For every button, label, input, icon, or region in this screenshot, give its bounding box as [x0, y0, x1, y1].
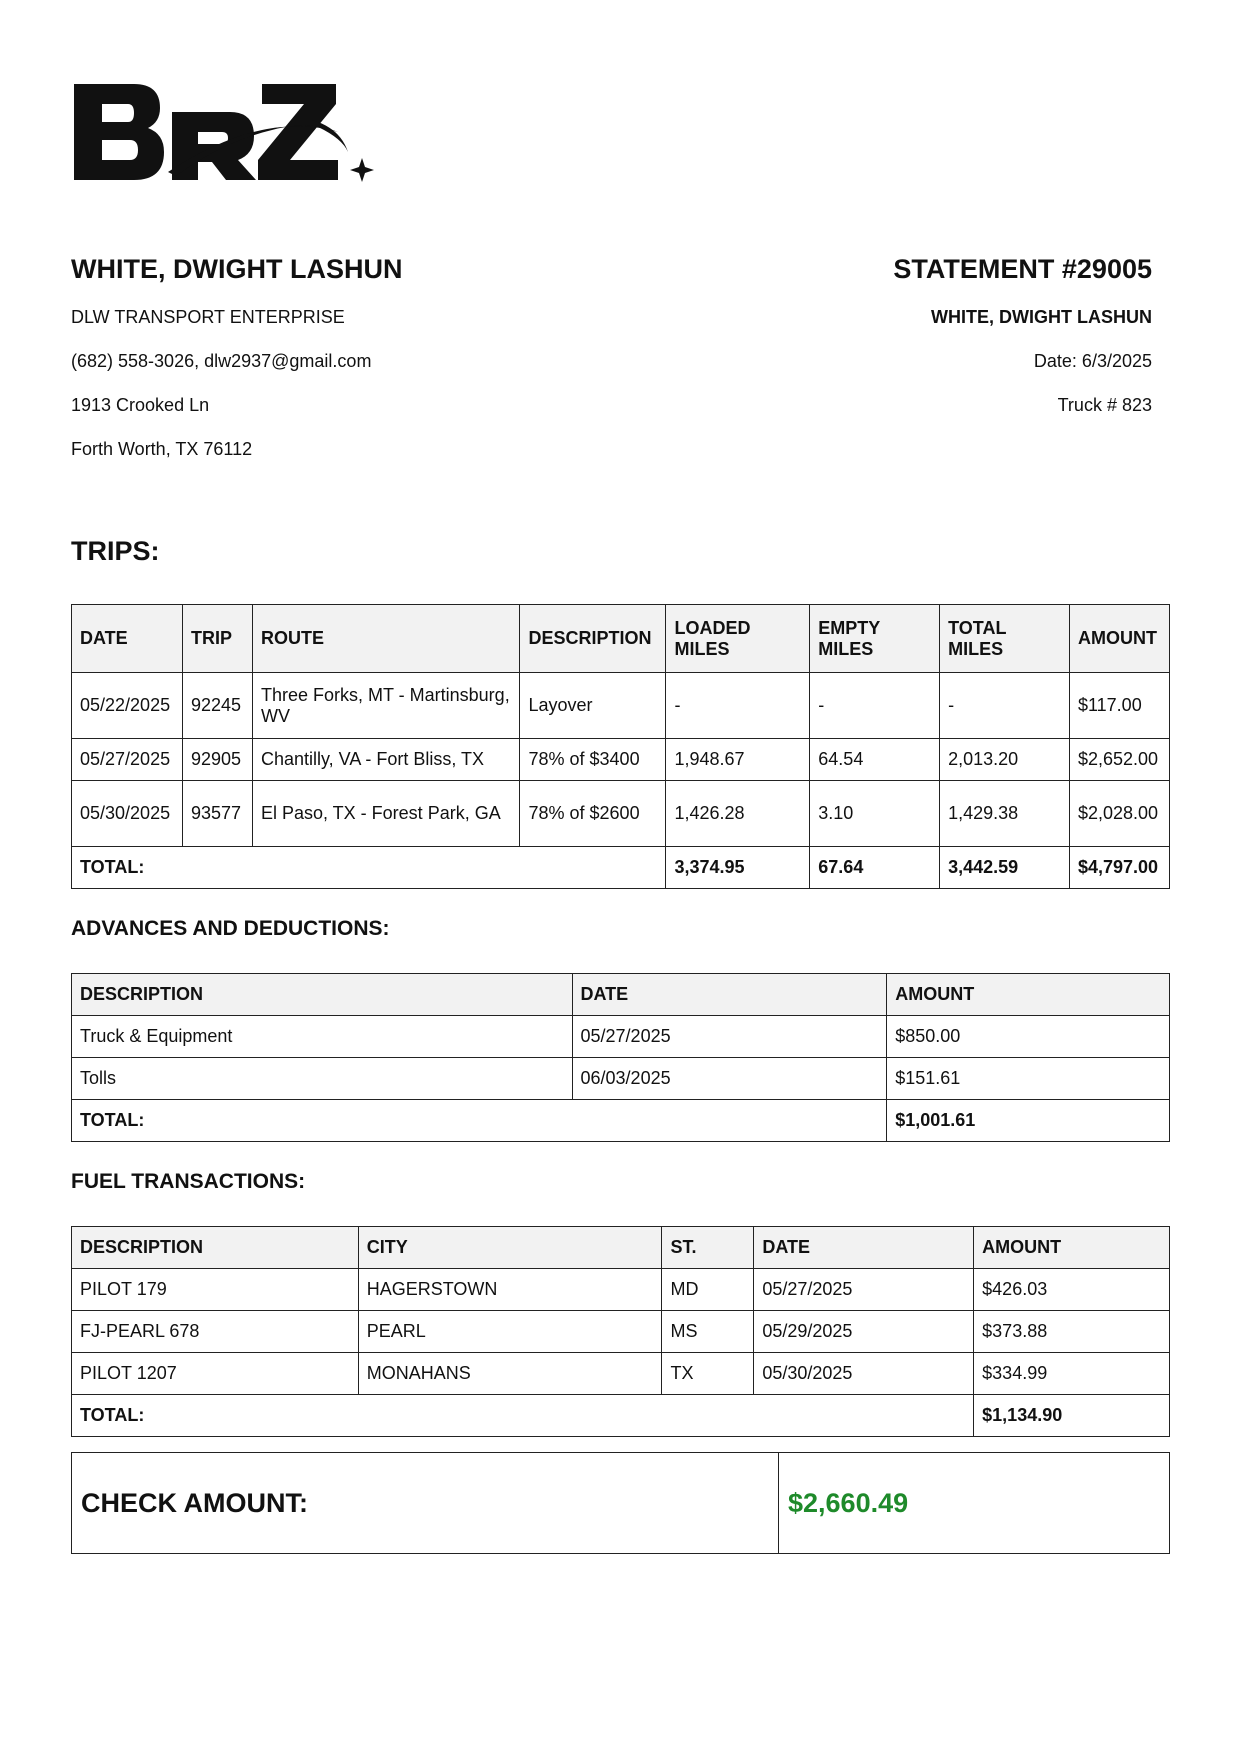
fuel-amount: $334.99 [974, 1353, 1170, 1395]
column-header: DATE [754, 1227, 974, 1269]
total-total-miles: 3,442.59 [940, 847, 1070, 889]
trips-table [71, 604, 1170, 889]
column-header: TRIP [182, 605, 252, 673]
table-row [72, 673, 1170, 739]
deduction-description: Tolls [72, 1058, 573, 1100]
total-label: TOTAL: [72, 1100, 887, 1142]
table-row [72, 1353, 1170, 1395]
trip-date: 05/30/2025 [72, 781, 183, 847]
column-header: ROUTE [252, 605, 520, 673]
driver-company: DLW TRANSPORT ENTERPRISE [71, 307, 345, 327]
trip-amount: $117.00 [1069, 673, 1169, 739]
deductions-table [71, 973, 1170, 1142]
deduction-date: 06/03/2025 [572, 1058, 887, 1100]
column-header: CITY [358, 1227, 662, 1269]
table-row [72, 781, 1170, 847]
fuel-description: FJ-PEARL 678 [72, 1311, 359, 1353]
trip-total-miles: 1,429.38 [940, 781, 1070, 847]
check-amount-value: $2,660.49 [788, 1487, 909, 1518]
fuel-state: TX [662, 1353, 754, 1395]
fuel-amount: $426.03 [974, 1269, 1170, 1311]
column-header: AMOUNT [974, 1227, 1170, 1269]
column-header: DESCRIPTION [520, 605, 666, 673]
trip-loaded-miles: - [666, 673, 810, 739]
total-row [72, 847, 1170, 889]
total-amount: $1,134.90 [974, 1395, 1170, 1437]
total-row [72, 1100, 1170, 1142]
trip-amount: $2,652.00 [1069, 739, 1169, 781]
trip-amount: $2,028.00 [1069, 781, 1169, 847]
table-header-row [72, 605, 1170, 673]
trip-loaded-miles: 1,948.67 [666, 739, 810, 781]
trip-loaded-miles: 1,426.28 [666, 781, 810, 847]
column-header: ST. [662, 1227, 754, 1269]
trip-total-miles: - [940, 673, 1070, 739]
fuel-date: 05/27/2025 [754, 1269, 974, 1311]
trips-title: TRIPS: [71, 536, 160, 566]
total-label: TOTAL: [72, 1395, 974, 1437]
deduction-date: 05/27/2025 [572, 1016, 887, 1058]
statement-date: Date: 6/3/2025 [1033, 351, 1152, 371]
fuel-amount: $373.88 [974, 1311, 1170, 1353]
trip-total-miles: 2,013.20 [940, 739, 1070, 781]
fuel-date: 05/30/2025 [754, 1353, 974, 1395]
total-empty-miles: 67.64 [810, 847, 940, 889]
driver-info [71, 252, 403, 459]
total-amount: $1,001.61 [887, 1100, 1170, 1142]
driver-name: WHITE, DWIGHT LASHUN [71, 254, 403, 284]
trip-description: Layover [520, 673, 666, 739]
fuel-state: MS [662, 1311, 754, 1353]
fuel-city: PEARL [358, 1311, 662, 1353]
column-header: AMOUNT [887, 974, 1170, 1016]
company-logo [72, 80, 382, 190]
trip-route: El Paso, TX - Forest Park, GA [252, 781, 520, 847]
table-row [72, 1311, 1170, 1353]
column-header: DATE [572, 974, 887, 1016]
fuel-city: HAGERSTOWN [358, 1269, 662, 1311]
total-loaded-miles: 3,374.95 [666, 847, 810, 889]
fuel-state: MD [662, 1269, 754, 1311]
total-label: TOTAL: [72, 847, 666, 889]
deduction-amount: $151.61 [887, 1058, 1170, 1100]
deduction-description: Truck & Equipment [72, 1016, 573, 1058]
trip-date: 05/27/2025 [72, 739, 183, 781]
fuel-title: FUEL TRANSACTIONS: [71, 1170, 306, 1193]
fuel-description: PILOT 1207 [72, 1353, 359, 1395]
column-header: DESCRIPTION [72, 974, 573, 1016]
total-row [72, 1395, 1170, 1437]
total-amount: $4,797.00 [1069, 847, 1169, 889]
trip-number: 92905 [182, 739, 252, 781]
trip-description: 78% of $3400 [520, 739, 666, 781]
deduction-amount: $850.00 [887, 1016, 1170, 1058]
driver-address-line1: 1913 Crooked Ln [71, 395, 210, 415]
table-row [72, 1058, 1170, 1100]
statement-title: STATEMENT #29005 [893, 254, 1152, 284]
fuel-date: 05/29/2025 [754, 1311, 974, 1353]
driver-contact: (682) 558-3026, dlw2937@gmail.com [71, 351, 372, 371]
fuel-table [71, 1226, 1170, 1437]
trip-description: 78% of $2600 [520, 781, 666, 847]
table-row [72, 1269, 1170, 1311]
trip-empty-miles: 3.10 [810, 781, 940, 847]
column-header: TOTAL MILES [940, 605, 1070, 673]
trip-date: 05/22/2025 [72, 673, 183, 739]
statement-truck: Truck # 823 [1057, 395, 1152, 415]
column-header: LOADED MILES [666, 605, 810, 673]
trip-number: 92245 [182, 673, 252, 739]
trip-number: 93577 [182, 781, 252, 847]
trip-route: Chantilly, VA - Fort Bliss, TX [252, 739, 520, 781]
table-header-row [72, 974, 1170, 1016]
table-header-row [72, 1227, 1170, 1269]
table-row [72, 739, 1170, 781]
statement-info [893, 252, 1152, 415]
fuel-description: PILOT 179 [72, 1269, 359, 1311]
check-amount-box [71, 1452, 1170, 1554]
trip-empty-miles: - [810, 673, 940, 739]
column-header: AMOUNT [1069, 605, 1169, 673]
column-header: DATE [72, 605, 183, 673]
trip-route: Three Forks, MT - Martinsburg, WV [252, 673, 520, 739]
driver-address-line2: Forth Worth, TX 76112 [71, 439, 253, 459]
statement-name: WHITE, DWIGHT LASHUN [931, 307, 1152, 327]
deductions-title: ADVANCES AND DEDUCTIONS: [71, 917, 390, 940]
trip-empty-miles: 64.54 [810, 739, 940, 781]
column-header: EMPTY MILES [810, 605, 940, 673]
column-header: DESCRIPTION [72, 1227, 359, 1269]
fuel-city: MONAHANS [358, 1353, 662, 1395]
check-amount-label: CHECK AMOUNT: [72, 1453, 779, 1553]
table-row [72, 1016, 1170, 1058]
